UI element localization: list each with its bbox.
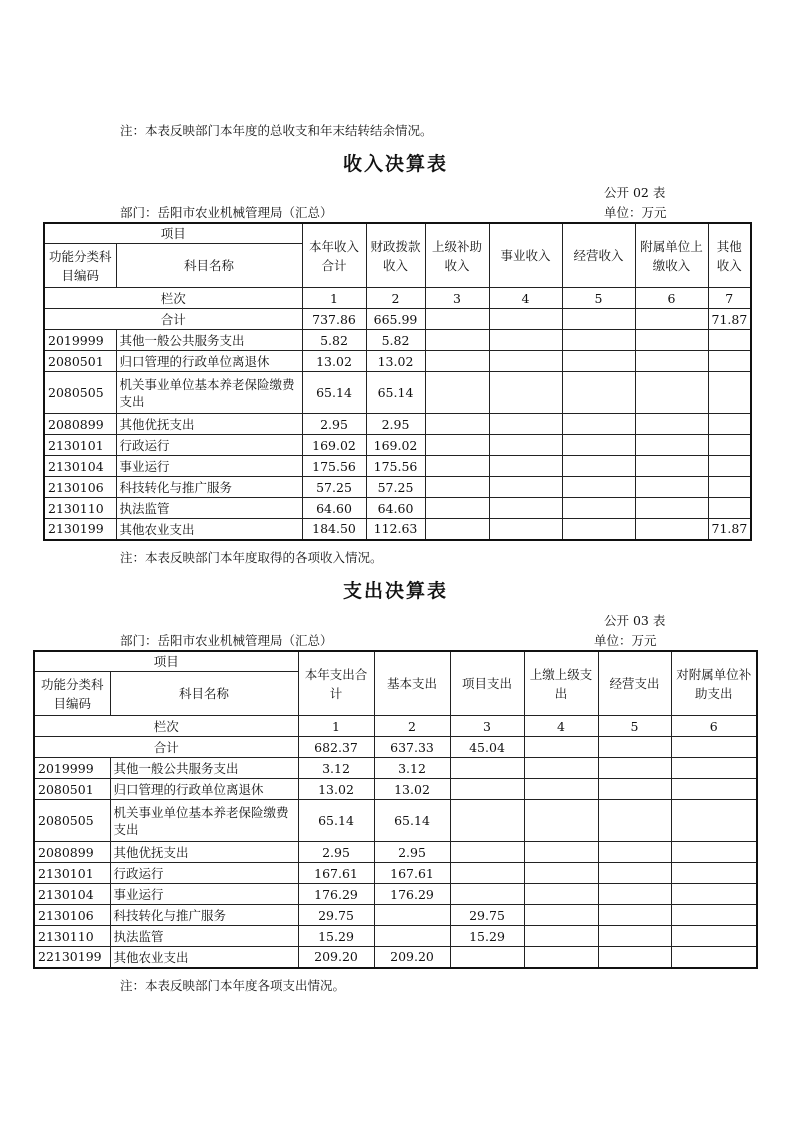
- row-value: [708, 498, 751, 519]
- row-value: 64.60: [302, 498, 366, 519]
- row-value: [524, 779, 598, 800]
- row-value: [598, 842, 671, 863]
- expense-table: [33, 650, 758, 969]
- row-value: [450, 758, 524, 779]
- row-value: [524, 863, 598, 884]
- row-value: [425, 519, 489, 540]
- row-value: [635, 372, 708, 414]
- expense-total-value: [598, 737, 671, 758]
- row-value: [524, 842, 598, 863]
- expense-col-num: 1: [298, 716, 374, 737]
- row-subject-name: 事业运行: [116, 456, 302, 477]
- row-value: [635, 456, 708, 477]
- expense-total-value: [524, 737, 598, 758]
- row-value: 13.02: [302, 351, 366, 372]
- row-function-code: 2130199: [44, 519, 116, 540]
- row-value: [598, 947, 671, 968]
- row-value: 71.87: [708, 519, 751, 540]
- row-value: 15.29: [298, 926, 374, 947]
- row-function-code: 2130101: [44, 435, 116, 456]
- row-value: [374, 926, 450, 947]
- row-function-code: 22130199: [34, 947, 110, 968]
- row-value: [524, 884, 598, 905]
- expense-header-col-2: 基本支出: [374, 651, 450, 716]
- row-value: [671, 800, 757, 842]
- row-value: [598, 758, 671, 779]
- row-value: [708, 372, 751, 414]
- row-function-code: 2080505: [34, 800, 110, 842]
- expense-header-col-3: 项目支出: [450, 651, 524, 716]
- expense-form-code: 公开 03 表: [604, 613, 666, 628]
- row-value: [598, 905, 671, 926]
- row-value: [562, 435, 635, 456]
- row-value: [635, 351, 708, 372]
- expense-header-col-5: 经营支出: [598, 651, 671, 716]
- row-value: [425, 414, 489, 435]
- row-value: [562, 456, 635, 477]
- row-subject-name: 科技转化与推广服务: [116, 477, 302, 498]
- row-value: [635, 498, 708, 519]
- row-value: [425, 351, 489, 372]
- row-value: [425, 372, 489, 414]
- row-value: 209.20: [298, 947, 374, 968]
- row-subject-name: 执法监管: [110, 926, 298, 947]
- expense-department: 部门：岳阳市农业机械管理局（汇总）: [120, 633, 333, 648]
- row-value: 64.60: [366, 498, 425, 519]
- row-value: [489, 435, 562, 456]
- row-value: 176.29: [298, 884, 374, 905]
- row-function-code: 2130106: [44, 477, 116, 498]
- row-value: 3.12: [298, 758, 374, 779]
- income-total-label: 合计: [44, 309, 302, 330]
- row-value: [489, 351, 562, 372]
- income-title: 收入决算表: [343, 153, 449, 175]
- expense-total-label: 合计: [34, 737, 298, 758]
- row-value: [598, 779, 671, 800]
- expense-title: 支出决算表: [343, 580, 449, 602]
- table-row: [44, 414, 751, 435]
- row-value: 15.29: [450, 926, 524, 947]
- row-function-code: 2019999: [34, 758, 110, 779]
- income-header-col-4: 事业收入: [489, 223, 562, 288]
- row-subject-name: 行政运行: [110, 863, 298, 884]
- row-function-code: 2130110: [44, 498, 116, 519]
- income-header-col-5: 经营收入: [562, 223, 635, 288]
- row-value: 209.20: [374, 947, 450, 968]
- row-function-code: 2080505: [44, 372, 116, 414]
- row-function-code: 2019999: [44, 330, 116, 351]
- row-value: 65.14: [298, 800, 374, 842]
- table-row: [44, 351, 751, 372]
- row-value: [450, 863, 524, 884]
- row-value: [425, 498, 489, 519]
- table-row: [44, 330, 751, 351]
- row-value: [671, 905, 757, 926]
- row-value: 13.02: [298, 779, 374, 800]
- row-value: [524, 758, 598, 779]
- income-header-col-6: 附属单位上缴收入: [635, 223, 708, 288]
- row-value: 167.61: [374, 863, 450, 884]
- table-row: [34, 926, 757, 947]
- row-value: [562, 372, 635, 414]
- row-value: [450, 800, 524, 842]
- row-value: [562, 498, 635, 519]
- income-form-code: 公开 02 表: [604, 185, 666, 200]
- row-value: [524, 947, 598, 968]
- table-row: [34, 779, 757, 800]
- income-header-subject-name: 科目名称: [116, 244, 302, 288]
- income-col-num: 6: [635, 288, 708, 309]
- income-total-value: 71.87: [708, 309, 751, 330]
- table-row: [34, 947, 757, 968]
- row-value: 13.02: [366, 351, 425, 372]
- income-column-label: 栏次: [44, 288, 302, 309]
- income-total-value: [489, 309, 562, 330]
- row-value: [562, 519, 635, 540]
- expense-header-func-code: 功能分类科目编码: [34, 672, 110, 716]
- row-value: 2.95: [366, 414, 425, 435]
- row-subject-name: 其他一般公共服务支出: [110, 758, 298, 779]
- row-value: 2.95: [302, 414, 366, 435]
- income-total-value: [635, 309, 708, 330]
- row-value: [489, 498, 562, 519]
- income-total-value: [425, 309, 489, 330]
- table-row: [34, 758, 757, 779]
- row-subject-name: 其他农业支出: [116, 519, 302, 540]
- row-function-code: 2130110: [34, 926, 110, 947]
- row-value: 175.56: [366, 456, 425, 477]
- row-value: [671, 863, 757, 884]
- row-value: [635, 435, 708, 456]
- expense-header-project: 项目: [34, 651, 298, 672]
- income-department: 部门：岳阳市农业机械管理局（汇总）: [120, 205, 333, 220]
- row-value: [635, 330, 708, 351]
- expense-total-row: [34, 737, 757, 758]
- expense-total-value: [671, 737, 757, 758]
- row-value: [598, 800, 671, 842]
- row-subject-name: 机关事业单位基本养老保险缴费支出: [110, 800, 298, 842]
- row-subject-name: 其他优抚支出: [116, 414, 302, 435]
- row-subject-name: 科技转化与推广服务: [110, 905, 298, 926]
- expense-total-value: 637.33: [374, 737, 450, 758]
- row-value: [489, 456, 562, 477]
- row-value: [489, 477, 562, 498]
- row-value: [450, 947, 524, 968]
- income-total-value: 665.99: [366, 309, 425, 330]
- row-function-code: 2130106: [34, 905, 110, 926]
- row-value: [425, 330, 489, 351]
- row-function-code: 2130101: [34, 863, 110, 884]
- row-value: 5.82: [366, 330, 425, 351]
- table-row: [34, 905, 757, 926]
- row-value: [708, 435, 751, 456]
- top-note: 注：本表反映部门本年度的总收支和年末结转结余情况。: [120, 123, 433, 138]
- row-value: [489, 372, 562, 414]
- expense-table-body: [34, 758, 757, 968]
- row-value: 13.02: [374, 779, 450, 800]
- row-value: [671, 779, 757, 800]
- row-value: 176.29: [374, 884, 450, 905]
- table-row: [44, 498, 751, 519]
- row-value: [635, 519, 708, 540]
- row-function-code: 2080899: [44, 414, 116, 435]
- expense-unit: 单位：万元: [594, 633, 657, 648]
- row-value: 57.25: [302, 477, 366, 498]
- row-function-code: 2080501: [44, 351, 116, 372]
- table-row: [34, 884, 757, 905]
- row-value: [671, 947, 757, 968]
- row-value: [562, 330, 635, 351]
- expense-total-value: 45.04: [450, 737, 524, 758]
- row-subject-name: 其他优抚支出: [110, 842, 298, 863]
- income-col-num: 3: [425, 288, 489, 309]
- income-table-body: [44, 330, 751, 540]
- row-value: 112.63: [366, 519, 425, 540]
- income-header-col-1: 本年收入合计: [302, 223, 366, 288]
- expense-header-col-4: 上缴上级支出: [524, 651, 598, 716]
- income-col-num: 4: [489, 288, 562, 309]
- row-value: 2.95: [298, 842, 374, 863]
- row-subject-name: 归口管理的行政单位离退休: [116, 351, 302, 372]
- row-value: [671, 842, 757, 863]
- expense-header-col-6: 对附属单位补助支出: [671, 651, 757, 716]
- expense-col-num: 4: [524, 716, 598, 737]
- income-table: [43, 222, 752, 541]
- expense-total-value: 682.37: [298, 737, 374, 758]
- expense-col-num: 5: [598, 716, 671, 737]
- row-value: [562, 477, 635, 498]
- expense-column-number-row: [34, 716, 757, 737]
- income-note: 注：本表反映部门本年度取得的各项收入情况。: [120, 550, 383, 565]
- table-row: [44, 519, 751, 540]
- income-col-num: 1: [302, 288, 366, 309]
- row-value: 3.12: [374, 758, 450, 779]
- expense-note: 注：本表反映部门本年度各项支出情况。: [120, 978, 346, 993]
- row-value: [598, 884, 671, 905]
- row-function-code: 2130104: [44, 456, 116, 477]
- income-col-num: 5: [562, 288, 635, 309]
- row-value: [425, 435, 489, 456]
- row-value: [489, 519, 562, 540]
- row-value: 65.14: [302, 372, 366, 414]
- table-row: [44, 372, 751, 414]
- row-value: [708, 414, 751, 435]
- income-header-func-code: 功能分类科目编码: [44, 244, 116, 288]
- income-total-row: [44, 309, 751, 330]
- table-row: [44, 456, 751, 477]
- table-row: [34, 800, 757, 842]
- expense-header-col-1: 本年支出合计: [298, 651, 374, 716]
- row-value: 2.95: [374, 842, 450, 863]
- row-value: 167.61: [298, 863, 374, 884]
- income-header-row-1: [44, 223, 751, 244]
- row-value: [425, 456, 489, 477]
- expense-col-num: 6: [671, 716, 757, 737]
- row-value: 169.02: [366, 435, 425, 456]
- row-function-code: 2130104: [34, 884, 110, 905]
- expense-header-subject-name: 科目名称: [110, 672, 298, 716]
- income-header-col-3: 上级补助收入: [425, 223, 489, 288]
- row-value: 169.02: [302, 435, 366, 456]
- row-subject-name: 其他一般公共服务支出: [116, 330, 302, 351]
- income-header-col-2: 财政拨款收入: [366, 223, 425, 288]
- row-value: 29.75: [298, 905, 374, 926]
- row-function-code: 2080899: [34, 842, 110, 863]
- row-value: [671, 884, 757, 905]
- income-col-num: 7: [708, 288, 751, 309]
- expense-header-row-1: [34, 651, 757, 672]
- row-value: [450, 884, 524, 905]
- row-value: [524, 800, 598, 842]
- row-subject-name: 其他农业支出: [110, 947, 298, 968]
- income-header-project: 项目: [44, 223, 302, 244]
- row-value: [562, 414, 635, 435]
- row-value: 65.14: [366, 372, 425, 414]
- row-value: [425, 477, 489, 498]
- row-value: [598, 863, 671, 884]
- row-value: 29.75: [450, 905, 524, 926]
- row-value: [708, 477, 751, 498]
- row-value: [524, 905, 598, 926]
- expense-column-label: 栏次: [34, 716, 298, 737]
- row-value: [708, 330, 751, 351]
- income-column-number-row: [44, 288, 751, 309]
- row-value: [562, 351, 635, 372]
- row-subject-name: 机关事业单位基本养老保险缴费支出: [116, 372, 302, 414]
- row-subject-name: 归口管理的行政单位离退休: [110, 779, 298, 800]
- row-subject-name: 执法监管: [116, 498, 302, 519]
- expense-col-num: 2: [374, 716, 450, 737]
- row-value: [671, 758, 757, 779]
- income-header-col-7: 其他收入: [708, 223, 751, 288]
- row-value: 184.50: [302, 519, 366, 540]
- row-value: [598, 926, 671, 947]
- row-value: [635, 414, 708, 435]
- row-value: [671, 926, 757, 947]
- row-subject-name: 事业运行: [110, 884, 298, 905]
- row-value: 57.25: [366, 477, 425, 498]
- row-value: 5.82: [302, 330, 366, 351]
- row-value: [450, 779, 524, 800]
- row-value: [708, 456, 751, 477]
- row-value: [489, 414, 562, 435]
- row-value: [524, 926, 598, 947]
- table-row: [44, 435, 751, 456]
- row-subject-name: 行政运行: [116, 435, 302, 456]
- table-row: [34, 863, 757, 884]
- table-row: [44, 477, 751, 498]
- row-value: [489, 330, 562, 351]
- income-total-value: 737.86: [302, 309, 366, 330]
- income-unit: 单位：万元: [604, 205, 667, 220]
- expense-col-num: 3: [450, 716, 524, 737]
- row-function-code: 2080501: [34, 779, 110, 800]
- row-value: [450, 842, 524, 863]
- table-row: [34, 842, 757, 863]
- row-value: [708, 351, 751, 372]
- row-value: 65.14: [374, 800, 450, 842]
- row-value: 175.56: [302, 456, 366, 477]
- row-value: [635, 477, 708, 498]
- row-value: [374, 905, 450, 926]
- income-col-num: 2: [366, 288, 425, 309]
- income-total-value: [562, 309, 635, 330]
